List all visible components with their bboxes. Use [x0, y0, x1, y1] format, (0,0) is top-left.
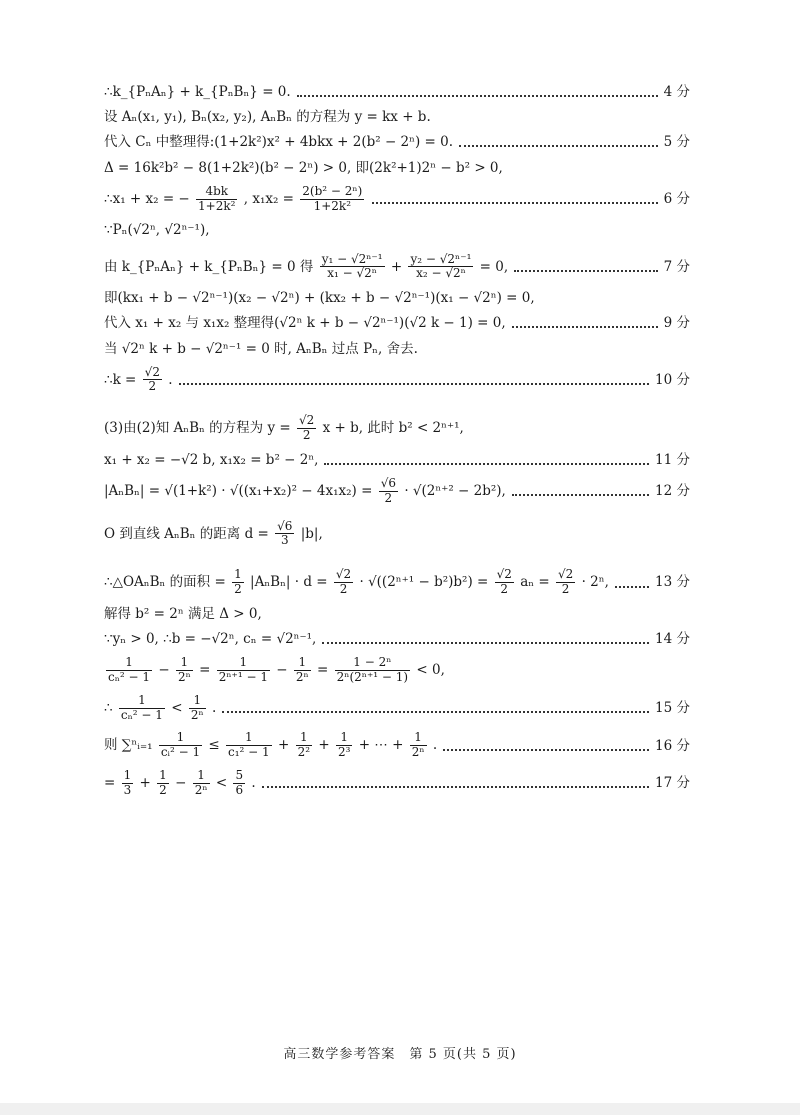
fraction [217, 656, 270, 685]
dot-leader [512, 494, 649, 496]
step-text: 设 Aₙ(x₁, y₁), Bₙ(x₂, y₂), AₙBₙ 的方程为 y = kx + b. [104, 109, 431, 126]
expr-part: + [318, 737, 330, 754]
step-text [104, 731, 437, 760]
scan-edge [0, 1103, 800, 1115]
dot-leader [512, 326, 658, 328]
fraction [556, 568, 575, 597]
fraction [334, 568, 353, 597]
fraction [233, 769, 245, 798]
score-15: 15 分 [655, 700, 690, 717]
numerator: 5 [235, 768, 244, 782]
fraction [408, 253, 473, 282]
step-text: Δ = 16k²b² − 8(1+2k²)(b² − 2ⁿ) > 0, 即(2k²+1)2ⁿ − b² > 0, [104, 159, 503, 176]
denominator: 2 [339, 582, 348, 597]
denominator: 2² [297, 745, 311, 760]
numerator: 1 [189, 694, 206, 709]
fraction [294, 656, 311, 685]
expr-part: . [211, 699, 217, 716]
denominator: 2ⁿ [411, 745, 425, 760]
expr-part: ∴x₁ + x₂ = − [104, 190, 190, 207]
score-14: 14 分 [655, 631, 690, 648]
fraction [336, 731, 352, 760]
step-text [104, 520, 323, 549]
denominator: 2ⁿ [295, 670, 309, 685]
score-16: 16 分 [655, 737, 690, 754]
step-line-11 [104, 366, 690, 395]
expr-part: (3)由(2)知 AₙBₙ 的方程为 y = [104, 420, 291, 437]
step-line-8 [104, 290, 690, 306]
expr-part: 由 k_{PₙAₙ} + k_{PₙBₙ} = 0 得 [104, 258, 314, 275]
step-line-7 [104, 253, 690, 282]
expr-part: · √((2ⁿ⁺¹ − b²)b²) = [359, 574, 489, 591]
step-text [104, 477, 506, 506]
expr-part: < [215, 774, 228, 791]
step-line-4 [104, 160, 690, 176]
fraction [176, 656, 193, 685]
expr-part: = [199, 662, 211, 679]
fraction [106, 656, 152, 685]
denominator: 2 [384, 490, 393, 505]
dot-leader [179, 383, 649, 385]
fraction [159, 731, 202, 760]
fraction [226, 731, 272, 760]
dot-leader [514, 270, 657, 272]
expr-part: · √(2ⁿ⁺² − 2b²), [404, 482, 506, 499]
denominator: 2 [500, 582, 509, 597]
expr-part: < 0, [416, 662, 445, 679]
dot-leader [615, 586, 649, 588]
step-line-18 [104, 631, 690, 647]
numerator: √2 [299, 413, 315, 428]
step-text: 即(kx₁ + b − √2ⁿ⁻¹)(x₂ − √2ⁿ) + (kx₂ + b − √2ⁿ⁻¹)(x₁ − √2ⁿ) = 0, [104, 290, 535, 307]
step-line-12 [104, 414, 690, 443]
expr-part: < [171, 699, 183, 716]
step-line-19 [104, 656, 690, 685]
expr-part: . [251, 774, 256, 791]
expr-part: · 2ⁿ, [581, 574, 609, 591]
fraction [275, 520, 294, 549]
expr-part: ∴ [104, 699, 113, 716]
dot-leader [372, 202, 657, 204]
expr-part: ∴△OAₙBₙ 的面积 = [104, 574, 226, 591]
page-footer: 高三数学参考答案 第 5 页(共 5 页) [283, 1047, 517, 1062]
step-line-17 [104, 606, 690, 622]
denominator: 2 [148, 379, 157, 394]
numerator: y₁ − √2ⁿ⁻¹ [321, 251, 383, 266]
numerator: 1 [159, 731, 202, 746]
numerator: √2 [496, 567, 512, 582]
score-9: 9 分 [663, 315, 690, 332]
dot-leader [222, 711, 649, 713]
denominator: cₙ² − 1 [120, 707, 163, 722]
denominator: 2 [234, 582, 242, 597]
fraction [296, 731, 312, 760]
denominator: 6 [235, 782, 244, 797]
numerator: 1 [226, 731, 272, 746]
fraction [119, 694, 165, 723]
dot-leader [443, 749, 649, 751]
score-17: 17 分 [655, 775, 690, 792]
expr-part: 则 [104, 737, 118, 754]
denominator: x₁ − √2ⁿ [327, 266, 377, 281]
expr-part: . [168, 371, 173, 388]
fraction [379, 477, 398, 506]
denominator: c₁² − 1 [228, 745, 270, 760]
step-text: x₁ + x₂ = −√2 b, x₁x₂ = b² − 2ⁿ, [104, 451, 319, 468]
denominator: 2³ [337, 745, 351, 760]
denominator: cₙ² − 1 [108, 670, 151, 685]
score-6: 6 分 [663, 190, 690, 207]
step-text: ∵Pₙ(√2ⁿ, √2ⁿ⁻¹), [104, 222, 210, 239]
step-text: 当 √2ⁿ k + b − √2ⁿ⁻¹ = 0 时, AₙBₙ 过点 Pₙ, 舍去. [104, 340, 418, 357]
numerator: √6 [380, 476, 397, 491]
step-line-10 [104, 341, 690, 357]
numerator: √2 [335, 567, 352, 582]
denominator: cᵢ² − 1 [160, 745, 201, 760]
expr-part: ≤ [208, 737, 220, 754]
numerator: 1 [296, 731, 312, 746]
fraction [143, 366, 162, 395]
expr-part: x + b, 此时 b² < 2ⁿ⁺¹, [322, 420, 464, 437]
step-line-6 [104, 222, 690, 238]
step-line-1 [104, 84, 690, 100]
step-line-9 [104, 315, 690, 331]
expr-part: . [432, 737, 438, 754]
numerator: 4bk [196, 185, 237, 200]
expr-part: − [175, 774, 187, 791]
fraction [232, 568, 244, 597]
step-line-20 [104, 694, 690, 723]
dot-leader [324, 463, 649, 465]
numerator: 1 [217, 656, 270, 671]
fraction [122, 769, 134, 798]
step-text [104, 185, 366, 214]
score-11: 11 分 [655, 451, 690, 468]
fraction [196, 185, 237, 214]
step-line-21 [104, 731, 690, 760]
fraction [157, 769, 169, 798]
dot-leader [262, 786, 649, 788]
numerator: 1 [294, 656, 311, 671]
dot-leader [322, 642, 649, 644]
score-7: 7 分 [663, 258, 690, 275]
score-4: 4 分 [663, 84, 690, 100]
numerator: 1 [336, 731, 352, 746]
denominator: 3 [280, 533, 289, 548]
score-5: 5 分 [663, 134, 690, 151]
step-text: 代入 Cₙ 中整理得:(1+2k²)x² + 4bkx + 2(b² − 2ⁿ) = 0. [104, 134, 454, 151]
denominator: 2ⁿ(2ⁿ⁺¹ − 1) [336, 670, 409, 685]
score-10: 10 分 [655, 371, 690, 388]
denominator: 2ⁿ⁺¹ − 1 [218, 670, 268, 685]
expr-part: ∴k = [104, 371, 137, 388]
expr-part: |AₙBₙ| = √(1+k²) · √((x₁+x₂)² − 4x₁x₂) = [104, 482, 373, 499]
numerator: √2 [144, 364, 160, 379]
fraction [189, 694, 206, 723]
expr-part: = [317, 662, 329, 679]
step-line-14 [104, 477, 690, 506]
expr-part: − [276, 662, 288, 679]
denominator: 3 [123, 782, 132, 797]
fraction [320, 253, 385, 282]
expr-part: + [277, 737, 290, 754]
step-line-22 [104, 769, 690, 798]
fraction [335, 656, 410, 685]
expr-part: aₙ = [520, 574, 550, 591]
denominator: 2ⁿ [177, 670, 191, 685]
summation-symbol: ∑ⁿᵢ₌₁ [121, 737, 153, 754]
expr-part: O 到直线 AₙBₙ 的距离 d = [104, 525, 269, 542]
numerator: y₂ − √2ⁿ⁻¹ [410, 251, 472, 266]
fraction [297, 414, 316, 443]
step-line-15 [104, 520, 690, 549]
numerator: 1 [234, 567, 242, 582]
fraction [410, 731, 427, 760]
expr-part: + ⋯ + [358, 737, 404, 754]
expr-part: , x₁x₂ = [243, 190, 294, 207]
step-text: 代入 x₁ + x₂ 与 x₁x₂ 整理得(√2ⁿ k + b − √2ⁿ⁻¹)(√2 k − 1) = 0, [104, 315, 506, 332]
fraction [193, 769, 210, 798]
numerator: 1 [119, 694, 165, 709]
expr-part: + [139, 774, 151, 791]
dot-leader [297, 95, 658, 97]
step-line-16 [104, 568, 690, 597]
denominator: x₂ − √2ⁿ [416, 266, 466, 281]
denominator: 2 [561, 582, 570, 597]
numerator: 1 [123, 768, 132, 782]
step-text: ∵yₙ > 0, ∴b = −√2ⁿ, cₙ = √2ⁿ⁻¹, [104, 631, 317, 648]
dot-leader [459, 145, 658, 147]
step-text [104, 656, 445, 685]
step-line-5 [104, 185, 690, 214]
step-line-2 [104, 109, 690, 125]
denominator: 1+2k² [198, 198, 236, 213]
step-text [104, 366, 173, 395]
denominator: 2ⁿ [194, 782, 208, 797]
denominator: 2 [159, 782, 167, 797]
score-13: 13 分 [655, 574, 690, 591]
expr-part: = 0, [479, 258, 509, 275]
numerator: √6 [277, 518, 293, 533]
step-line-3 [104, 134, 690, 150]
expr-part: |AₙBₙ| · d = [250, 574, 328, 591]
numerator: 1 − 2ⁿ [335, 656, 410, 671]
fraction [300, 185, 364, 214]
numerator: 1 [176, 656, 193, 671]
expr-part: |b|, [300, 525, 323, 542]
expr-part: = [104, 774, 116, 791]
numerator: 1 [193, 769, 210, 784]
expr-part: + [390, 258, 403, 275]
step-text [104, 694, 216, 723]
denominator: 1+2k² [313, 198, 351, 213]
step-text [104, 568, 609, 597]
step-text [104, 253, 508, 282]
numerator: 2(b² − 2ⁿ) [302, 183, 363, 198]
numerator: 1 [410, 731, 427, 746]
numerator: √2 [557, 567, 574, 582]
step-text: 解得 b² = 2ⁿ 满足 Δ > 0, [104, 605, 262, 622]
expr-part: − [158, 662, 170, 679]
fraction [495, 568, 514, 597]
answer-content [104, 84, 690, 798]
score-12: 12 分 [655, 483, 690, 500]
step-text [104, 769, 256, 798]
denominator: 2ⁿ [190, 707, 204, 722]
numerator: 1 [106, 656, 152, 671]
denominator: 2 [302, 428, 311, 443]
step-text: ∴k_{PₙAₙ} + k_{PₙBₙ} = 0. [104, 84, 291, 100]
numerator: 1 [159, 768, 167, 782]
step-text [104, 414, 464, 443]
step-line-13 [104, 452, 690, 468]
